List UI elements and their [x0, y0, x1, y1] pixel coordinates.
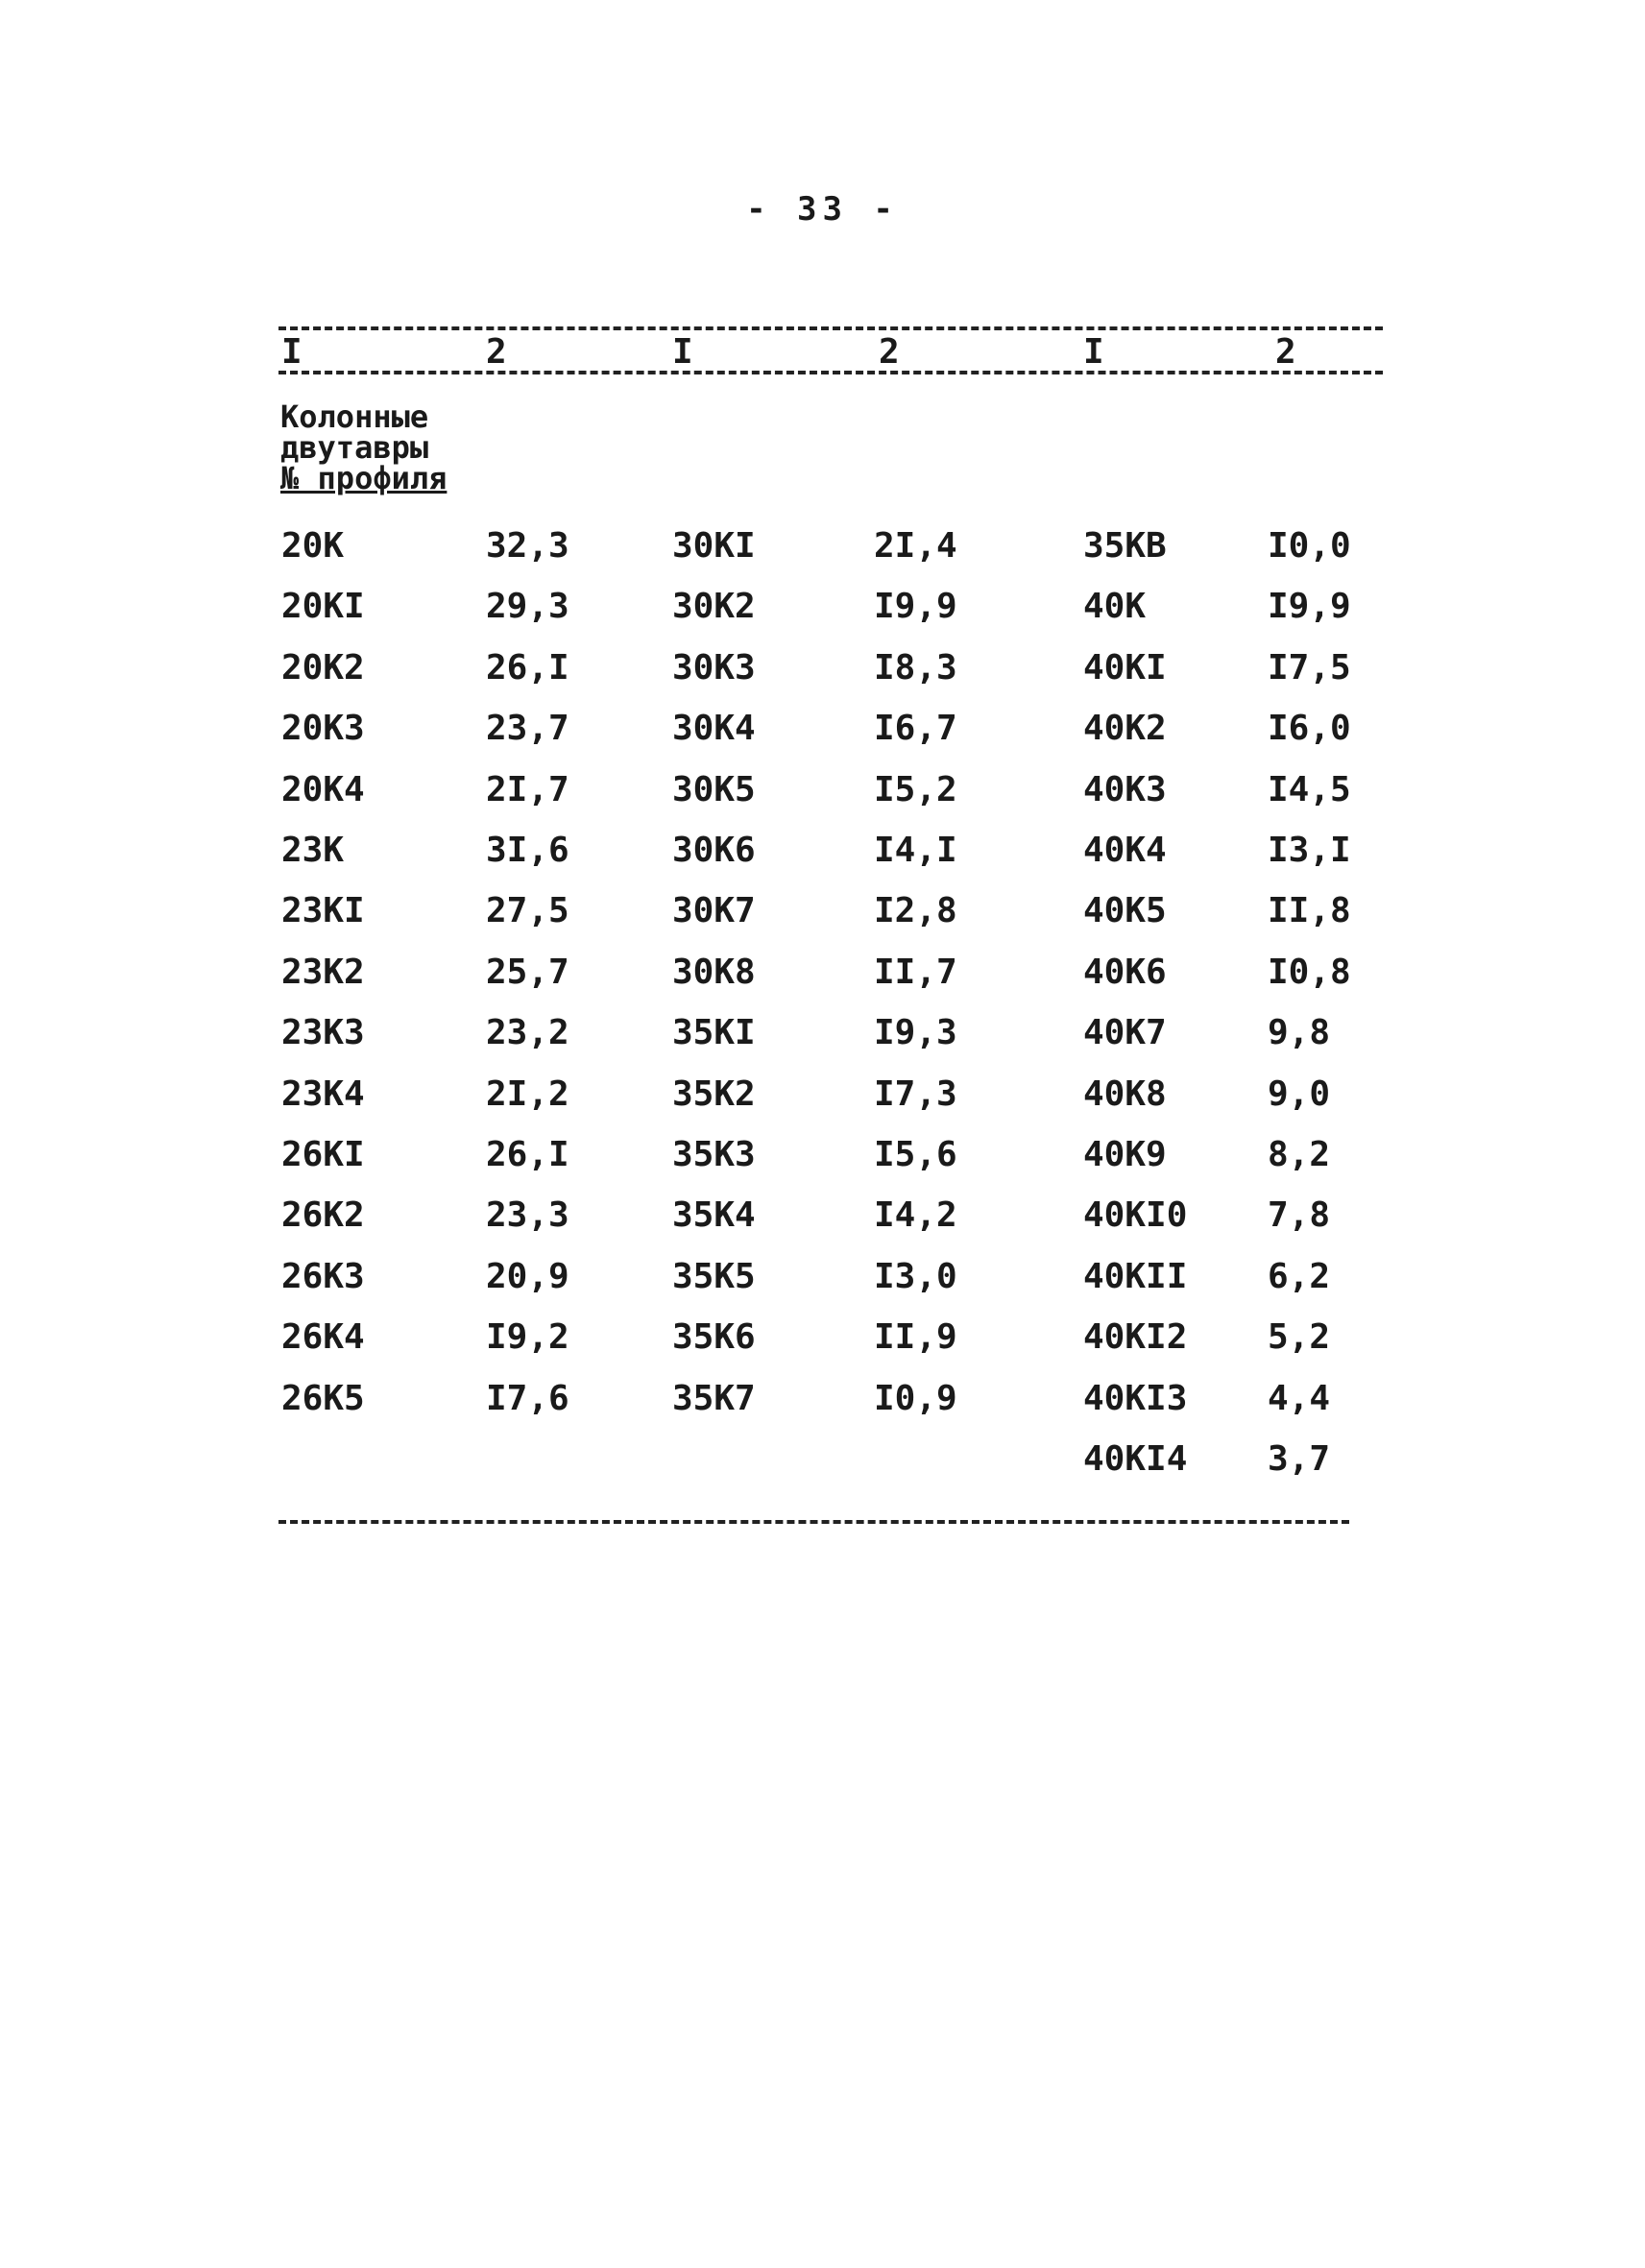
table-cell-profile-group-2: 30К2	[672, 587, 756, 626]
table-cell-profile-group-2: 30К4	[672, 709, 756, 748]
table-cell-profile-group-3: 40К6	[1083, 953, 1167, 992]
table-cell-profile-group-3: 40К7	[1083, 1013, 1167, 1052]
table-cell-value-group-1: 23,2	[486, 1013, 569, 1052]
table-cell-profile-group-1: 20К	[281, 526, 345, 566]
table-cell-value-group-1: 23,3	[486, 1195, 569, 1235]
page-number: - 33 -	[746, 190, 899, 229]
table-cell-value-group-3: I0,0	[1268, 526, 1351, 566]
table-cell-profile-group-1: 23КI	[281, 891, 365, 930]
table-cell-profile-group-2: 30К8	[672, 953, 756, 992]
table-cell-profile-group-1: 23К	[281, 831, 345, 870]
table-cell-profile-group-1: 26К2	[281, 1195, 365, 1235]
column-header-2: 2	[486, 332, 507, 372]
table-cell-value-group-2: I6,7	[874, 709, 957, 748]
table-cell-value-group-1: 25,7	[486, 953, 569, 992]
table-cell-profile-group-1: 23К2	[281, 953, 365, 992]
table-cell-value-group-2: I9,3	[874, 1013, 957, 1052]
table-cell-profile-group-1: 23К3	[281, 1013, 365, 1052]
table-cell-profile-group-2: 30КI	[672, 526, 756, 566]
table-cell-profile-group-3: 40К5	[1083, 891, 1167, 930]
table-cell-profile-group-3: 40К8	[1083, 1074, 1167, 1114]
column-header-5: I	[1083, 332, 1104, 372]
table-cell-profile-group-1: 26КI	[281, 1135, 365, 1174]
table-cell-profile-group-2: 30К5	[672, 770, 756, 809]
table-cell-value-group-2: I5,6	[874, 1135, 957, 1174]
table-cell-profile-group-3: 40КI3	[1083, 1379, 1188, 1418]
table-cell-profile-group-3: 40КII	[1083, 1257, 1188, 1296]
table-cell-value-group-2: I3,0	[874, 1257, 957, 1296]
table-cell-value-group-3: I4,5	[1268, 770, 1351, 809]
table-cell-value-group-2: I5,2	[874, 770, 957, 809]
table-cell-value-group-3: II,8	[1268, 891, 1351, 930]
table-cell-value-group-1: 27,5	[486, 891, 569, 930]
table-bottom-rule	[278, 1520, 1349, 1524]
table-cell-value-group-2: I4,2	[874, 1195, 957, 1235]
table-cell-value-group-1: 2I,2	[486, 1074, 569, 1114]
table-cell-profile-group-3: 35КВ	[1083, 526, 1167, 566]
table-cell-profile-group-1: 26К4	[281, 1317, 365, 1357]
table-cell-profile-group-2: 30К3	[672, 648, 756, 688]
table-cell-profile-group-2: 35К2	[672, 1074, 756, 1114]
table-cell-value-group-3: 5,2	[1268, 1317, 1331, 1357]
table-cell-value-group-2: I8,3	[874, 648, 957, 688]
table-cell-value-group-1: 26,I	[486, 648, 569, 688]
table-cell-value-group-3: 4,4	[1268, 1379, 1331, 1418]
table-cell-profile-group-3: 40К2	[1083, 709, 1167, 748]
table-cell-profile-group-3: 40К3	[1083, 770, 1167, 809]
caption-line-3: № профиля	[280, 460, 448, 496]
header-top-rule	[278, 326, 1383, 330]
table-cell-value-group-1: 2I,7	[486, 770, 569, 809]
column-header-6: 2	[1275, 332, 1296, 372]
table-cell-profile-group-3: 40КI0	[1083, 1195, 1188, 1235]
table-cell-value-group-1: I9,2	[486, 1317, 569, 1357]
table-cell-value-group-1: 20,9	[486, 1257, 569, 1296]
table-cell-value-group-1: 26,I	[486, 1135, 569, 1174]
table-cell-value-group-3: I0,8	[1268, 953, 1351, 992]
table-cell-value-group-3: 9,8	[1268, 1013, 1331, 1052]
table-cell-profile-group-2: 35К5	[672, 1257, 756, 1296]
table-cell-value-group-3: I7,5	[1268, 648, 1351, 688]
table-cell-value-group-2: I7,3	[874, 1074, 957, 1114]
table-cell-value-group-3: I3,I	[1268, 831, 1351, 870]
column-header-1: I	[281, 332, 302, 372]
table-cell-value-group-2: II,7	[874, 953, 957, 992]
table-cell-profile-group-2: 30К6	[672, 831, 756, 870]
table-cell-value-group-3: 3,7	[1268, 1439, 1331, 1479]
table-cell-value-group-2: I2,8	[874, 891, 957, 930]
table-cell-value-group-1: 29,3	[486, 587, 569, 626]
table-cell-value-group-1: 3I,6	[486, 831, 569, 870]
table-cell-profile-group-2: 35К6	[672, 1317, 756, 1357]
table-cell-profile-group-3: 40К	[1083, 587, 1147, 626]
table-cell-profile-group-3: 40КI2	[1083, 1317, 1188, 1357]
table-cell-value-group-2: I9,9	[874, 587, 957, 626]
table-cell-profile-group-1: 26К3	[281, 1257, 365, 1296]
table-cell-value-group-3: 7,8	[1268, 1195, 1331, 1235]
table-cell-value-group-1: 32,3	[486, 526, 569, 566]
table-cell-profile-group-1: 23К4	[281, 1074, 365, 1114]
table-cell-value-group-2: 2I,4	[874, 526, 957, 566]
table-cell-value-group-2: II,9	[874, 1317, 957, 1357]
table-cell-value-group-2: I0,9	[874, 1379, 957, 1418]
table-cell-value-group-3: 8,2	[1268, 1135, 1331, 1174]
table-cell-value-group-3: 9,0	[1268, 1074, 1331, 1114]
caption-line-1: Колонные	[280, 398, 429, 435]
table-cell-value-group-2: I4,I	[874, 831, 957, 870]
table-cell-profile-group-1: 26К5	[281, 1379, 365, 1418]
table-cell-value-group-3: I9,9	[1268, 587, 1351, 626]
column-header-4: 2	[879, 332, 900, 372]
column-header-3: I	[672, 332, 693, 372]
table-cell-profile-group-3: 40КI4	[1083, 1439, 1188, 1479]
header-bottom-rule	[278, 371, 1383, 374]
table-caption	[280, 398, 448, 496]
table-cell-profile-group-1: 20КI	[281, 587, 365, 626]
table-cell-value-group-3: 6,2	[1268, 1257, 1331, 1296]
table-cell-profile-group-1: 20К2	[281, 648, 365, 688]
table-cell-profile-group-2: 30К7	[672, 891, 756, 930]
caption-line-2: двутавры	[280, 429, 429, 466]
table-cell-value-group-1: 23,7	[486, 709, 569, 748]
table-cell-profile-group-2: 35К3	[672, 1135, 756, 1174]
table-cell-value-group-3: I6,0	[1268, 709, 1351, 748]
table-cell-profile-group-1: 20К4	[281, 770, 365, 809]
table-cell-profile-group-3: 40К9	[1083, 1135, 1167, 1174]
table-cell-profile-group-2: 35К7	[672, 1379, 756, 1418]
table-cell-value-group-1: I7,6	[486, 1379, 569, 1418]
table-cell-profile-group-3: 40КI	[1083, 648, 1167, 688]
table-cell-profile-group-3: 40К4	[1083, 831, 1167, 870]
table-cell-profile-group-2: 35К4	[672, 1195, 756, 1235]
table-cell-profile-group-1: 20К3	[281, 709, 365, 748]
table-cell-profile-group-2: 35КI	[672, 1013, 756, 1052]
